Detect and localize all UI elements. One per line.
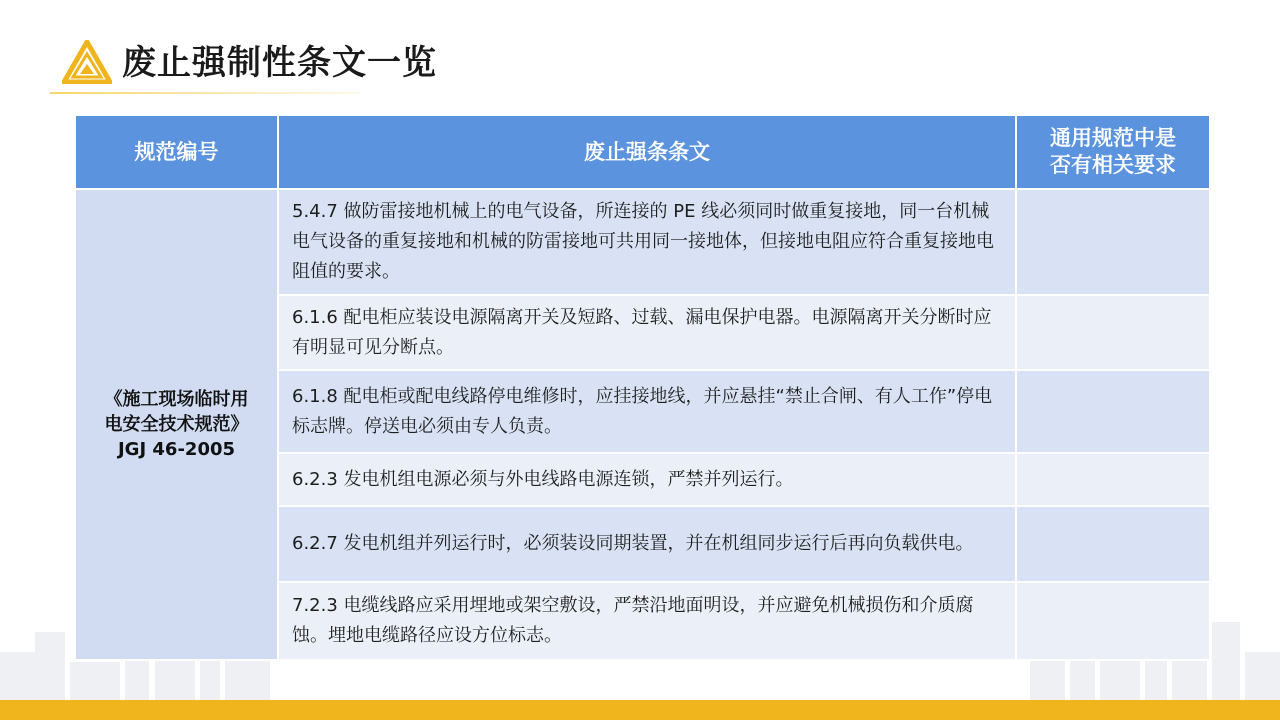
header-code: 规范编号 (75, 115, 278, 189)
header-related-line2: 否有相关要求 (1050, 153, 1176, 177)
header-related (1016, 115, 1210, 189)
table-row (75, 189, 1210, 295)
clause-cell: 5.4.7 做防雷接地机械上的电气设备，所连接的 PE 线必须同时做重复接地，同一台机械电气设备的重复接地和机械的防雷接地可共用同一接地体，但接地电阻应符合重复接地电阻值的要求。 (278, 189, 1016, 295)
header-clause: 废止强条条文 (278, 115, 1016, 189)
related-cell (1016, 189, 1210, 295)
related-cell (1016, 506, 1210, 582)
title-underline (50, 92, 360, 94)
page-title: 废止强制性条文一览 (122, 43, 437, 83)
page-header (62, 36, 462, 96)
header-related-line1: 通用规范中是 (1050, 126, 1176, 150)
clause-cell: 6.1.6 配电柜应装设电源隔离开关及短路、过载、漏电保护电器。电源隔离开关分断时应有明显可见分断点。 (278, 295, 1016, 370)
related-cell (1016, 582, 1210, 660)
standard-code-line2: 电安全技术规范》 (104, 414, 249, 435)
standard-code-line3: JGJ 46-2005 (117, 439, 236, 460)
clause-cell: 7.2.3 电缆线路应采用埋地或架空敷设，严禁沿地面明设，并应避免机械损伤和介质腐蚀。埋地电缆路径应设方位标志。 (278, 582, 1016, 660)
abolished-clauses-table (74, 114, 1211, 661)
bottom-accent-bar (0, 700, 1280, 720)
clause-cell: 6.2.7 发电机组并列运行时，必须装设同期装置，并在机组同步运行后再向负载供电。 (278, 506, 1016, 582)
standard-code-cell (75, 189, 278, 660)
table-header-row (75, 115, 1210, 189)
related-cell (1016, 370, 1210, 453)
triangle-logo-icon (62, 40, 112, 84)
clause-cell: 6.2.3 发电机组电源必须与外电线路电源连锁，严禁并列运行。 (278, 453, 1016, 506)
related-cell (1016, 453, 1210, 506)
clause-cell: 6.1.8 配电柜或配电线路停电维修时，应挂接地线，并应悬挂“禁止合闸、有人工作”停电标志牌。停送电必须由专人负责。 (278, 370, 1016, 453)
standard-code-line1: 《施工现场临时用 (104, 389, 249, 410)
related-cell (1016, 295, 1210, 370)
